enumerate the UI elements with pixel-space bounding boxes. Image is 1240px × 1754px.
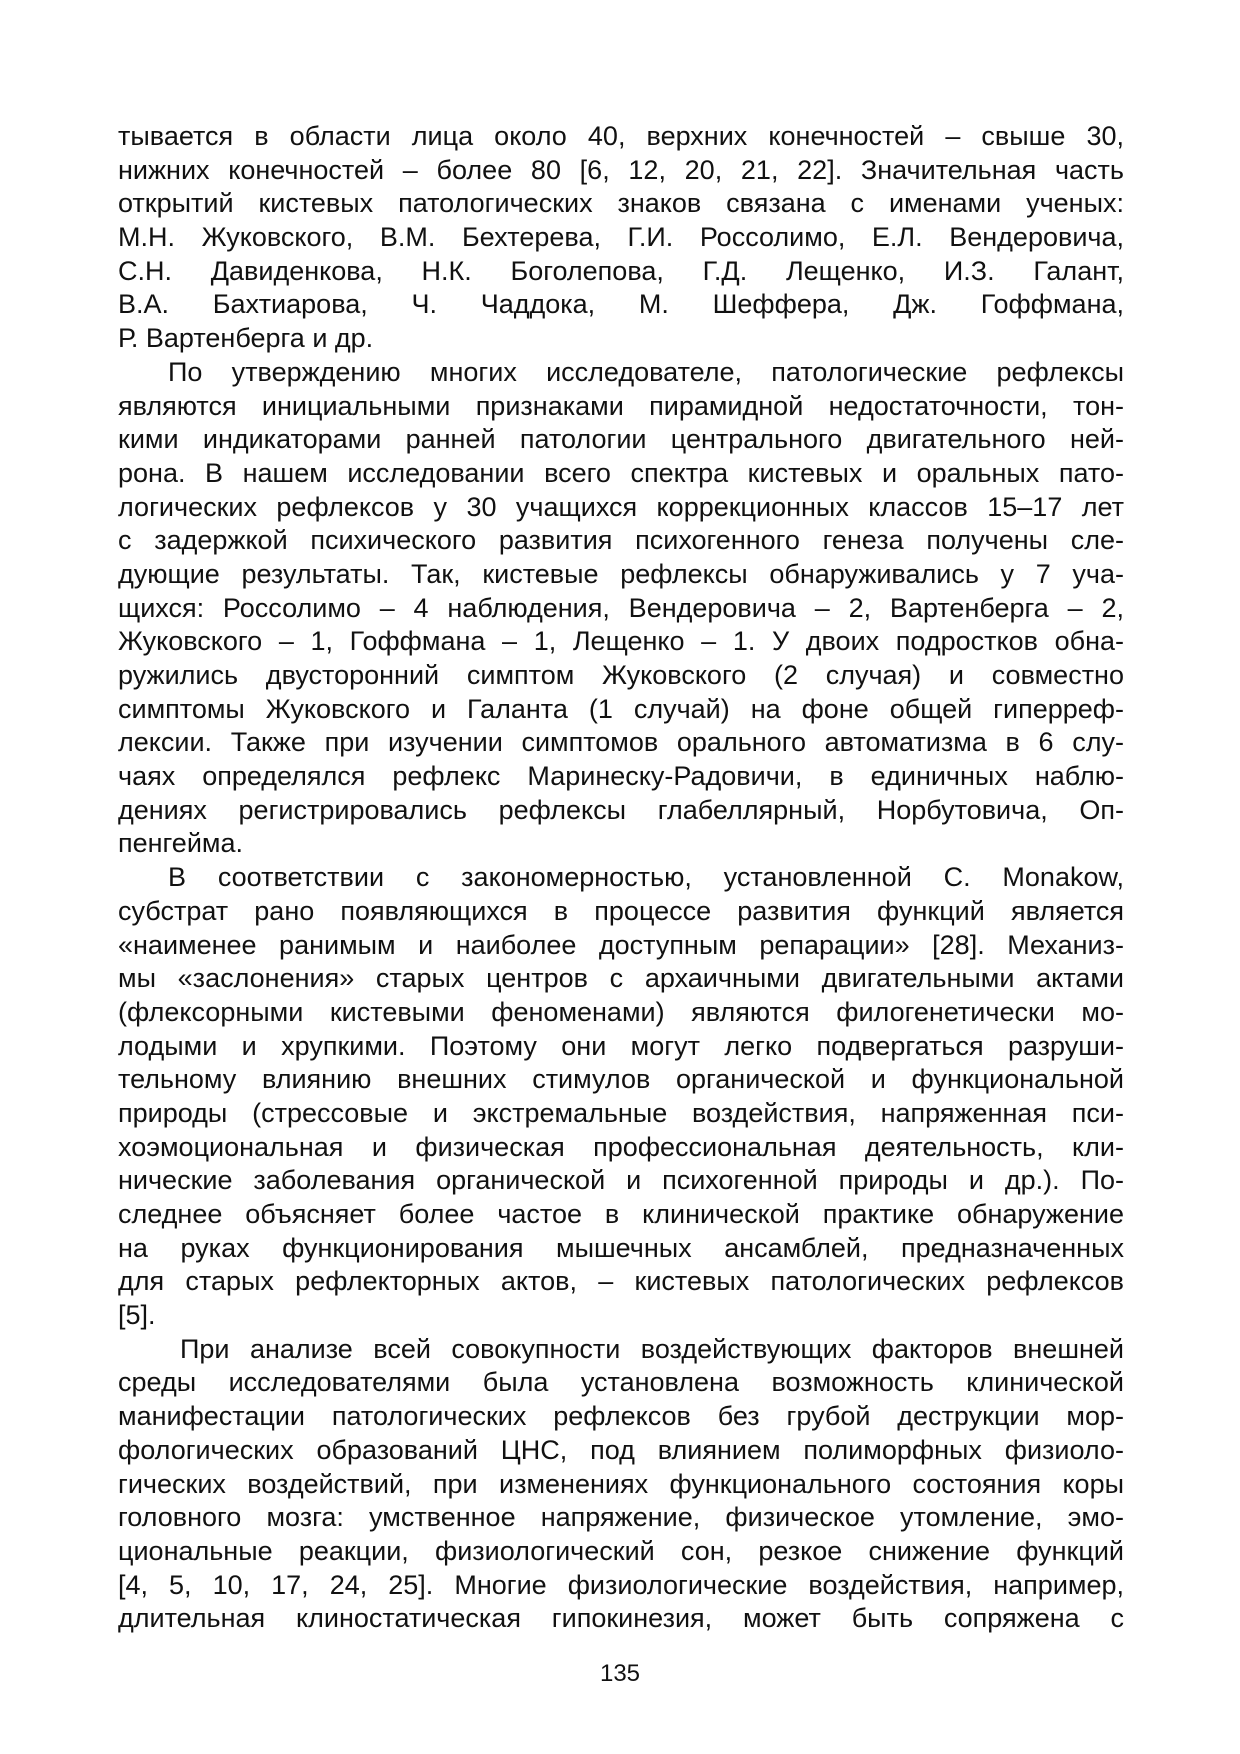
text-line: лодыми и хрупкими. Поэтому они могут легко подвергаться разруши- xyxy=(118,1030,1124,1061)
text-line: с задержкой психического развития психогенного генеза получены сле- xyxy=(118,525,1124,556)
page-body xyxy=(118,120,1124,1636)
page-number: 135 xyxy=(599,1660,641,1687)
text-line: следнее объясняет более частое в клинической практике обнаружение xyxy=(118,1199,1124,1229)
text-line: гических воздействий, при изменениях функционального состояния коры xyxy=(118,1468,1124,1499)
text-line: Жуковского – 1, Гоффмана – 1, Лещенко – 1. У двоих подростков обна- xyxy=(118,626,1124,657)
text-line: нические заболевания органической и психогенной природы и др.). По- xyxy=(118,1165,1124,1196)
text-line: тывается в области лица около 40, верхних конечностей – свыше 30, xyxy=(118,121,1124,151)
text-line: открытий кистевых патологических знаков связана с именами ученых: xyxy=(118,188,1124,219)
text-line: являются инициальными признаками пирамидной недостаточности, тон- xyxy=(118,390,1124,421)
text-line: длительная клиностатическая гипокинезия, может быть сопряжена с xyxy=(118,1603,1124,1634)
text-line: рона. В нашем исследовании всего спектра кистевых и оральных пато- xyxy=(118,457,1124,488)
text-line: М.Н. Жуковского, В.М. Бехтерева, Г.И. Россолимо, Е.Л. Вендеровича, xyxy=(118,222,1124,253)
text-line: дующие результаты. Так, кистевые рефлексы обнаруживались у 7 уча- xyxy=(118,558,1124,589)
text-line: пенгейма. xyxy=(118,828,243,859)
text-line: (флексорными кистевыми феноменами) являются филогенетически мо- xyxy=(118,996,1124,1027)
text-line: кими индикаторами ранней патологии центрального двигательного ней- xyxy=(118,424,1124,455)
text-line: В соответствии с закономерностью, установленной C. Monakow, xyxy=(168,862,1124,893)
text-line: «наименее ранимым и наиболее доступным репарации» [28]. Механиз- xyxy=(118,929,1124,960)
text-line: среды исследователями была установлена возможность клинической xyxy=(118,1367,1124,1398)
text-line: хоэмоциональная и физическая профессиональная деятельность, кли- xyxy=(118,1131,1124,1162)
paragraph xyxy=(118,120,1124,356)
text-line: на руках функционирования мышечных ансамблей, предназначенных xyxy=(118,1232,1124,1263)
text-line: логических рефлексов у 30 учащихся коррекционных классов 15–17 лет xyxy=(118,491,1124,522)
text-line: фологических образований ЦНС, под влиянием полиморфных физиоло- xyxy=(118,1434,1124,1465)
text-line: субстрат рано появляющихся в процессе развития функций является xyxy=(118,895,1124,926)
text-line: При анализе всей совокупности воздействующих факторов внешней xyxy=(180,1333,1124,1364)
text-line: природы (стрессовые и экстремальные воздействия, напряженная пси- xyxy=(118,1097,1124,1128)
text-line: мы «заслонения» старых центров с архаичными двигательными актами xyxy=(118,963,1124,994)
text-line: симптомы Жуковского и Галанта (1 случай) на фоне общей гиперреф- xyxy=(118,693,1124,724)
paragraph xyxy=(118,1333,1124,1636)
text-line: головного мозга: умственное напряжение, физическое утомление, эмо- xyxy=(118,1502,1124,1533)
text-line: ружились двусторонний симптом Жуковского (2 случая) и совместно xyxy=(118,660,1124,690)
text-line: В.А. Бахтиарова, Ч. Чаддока, М. Шеффера, Дж. Гоффмана, xyxy=(118,289,1124,320)
text-line: По утверждению многих исследователе, патологические рефлексы xyxy=(168,356,1124,387)
text-line: щихся: Россолимо – 4 наблюдения, Вендеровича – 2, Вартенберга – 2, xyxy=(118,592,1124,623)
text-line: тельному влиянию внешних стимулов органической и функциональной xyxy=(118,1064,1124,1095)
text-line: манифестации патологических рефлексов без грубой деструкции мор- xyxy=(118,1401,1124,1432)
text-line: нижних конечностей – более 80 [6, 12, 20, 21, 22]. Значительная часть xyxy=(118,154,1124,185)
text-line: для старых рефлекторных актов, – кистевых патологических рефлексов xyxy=(118,1266,1124,1297)
paragraph xyxy=(118,861,1124,1333)
text-line: чаях определялся рефлекс Маринеску-Радовичи, в единичных наблю- xyxy=(118,761,1124,792)
text-line: С.Н. Давиденкова, Н.К. Боголепова, Г.Д. Лещенко, И.З. Галант, xyxy=(118,255,1124,286)
text-line: Р. Вартенберга и др. xyxy=(118,323,374,354)
text-line: [5]. xyxy=(118,1300,156,1331)
text-line: [4, 5, 10, 17, 24, 25]. Многие физиологические воздействия, например, xyxy=(118,1569,1124,1600)
text-line: дениях регистрировались рефлексы глабеллярный, Норбутовича, Оп- xyxy=(118,794,1124,825)
paragraph xyxy=(118,356,1124,861)
text-line: лексии. Также при изучении симптомов орального автоматизма в 6 слу- xyxy=(118,727,1124,758)
text-line: циональные реакции, физиологический сон, резкое снижение функций xyxy=(118,1535,1124,1566)
